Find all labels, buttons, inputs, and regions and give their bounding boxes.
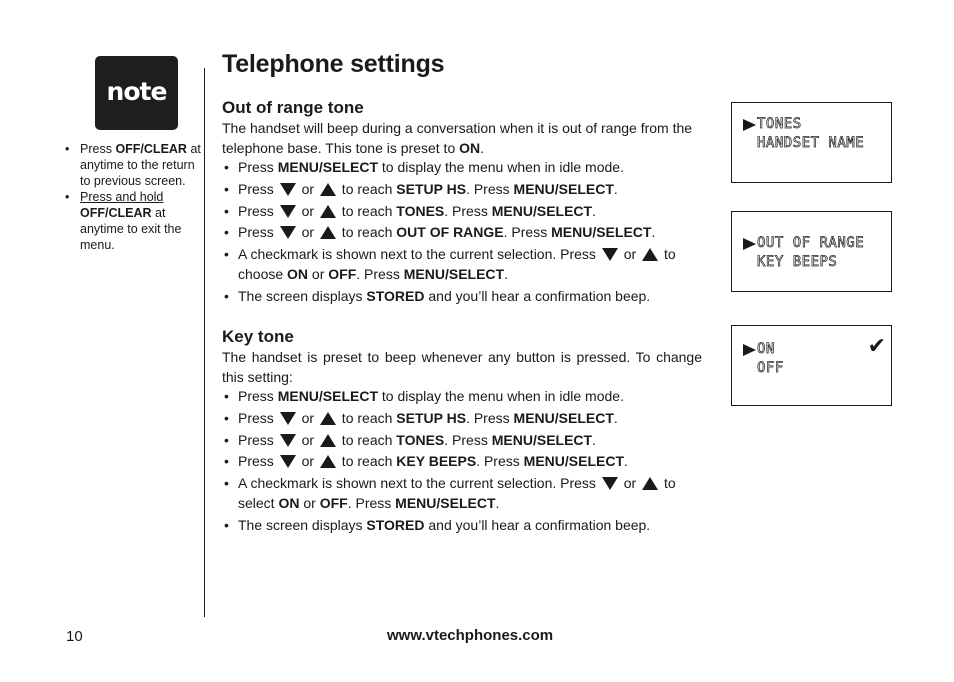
instruction-item: • Press or to reach TONES. Press MENU/SELECT. <box>222 202 702 222</box>
arrow-down-icon <box>280 412 296 425</box>
lcd-screen-on-off <box>731 325 892 406</box>
key-term: ON <box>278 494 300 511</box>
website-url: www.vtechphones.com <box>387 627 554 644</box>
key-term: SETUP HS <box>396 409 467 426</box>
arrow-down-icon <box>280 205 296 218</box>
key-term: TONES <box>396 431 445 448</box>
lcd-screen-tones <box>731 102 892 183</box>
page-title: Telephone settings <box>222 50 445 78</box>
key-term: MENU/SELECT <box>513 409 614 426</box>
side-notes <box>62 141 202 253</box>
instruction-item: • Press or to reach OUT OF RANGE. Press MENU/SELECT. <box>222 223 702 243</box>
lcd-line: OFF <box>757 360 784 376</box>
key-term: ON <box>287 265 309 282</box>
instruction-list <box>222 158 702 307</box>
key-term: MENU/SELECT <box>513 180 614 197</box>
section-heading: Key tone <box>222 327 294 346</box>
instruction-item: • A checkmark is shown next to the current selection. Press or to select ON or OFF. Press MENU/SELECT. <box>222 474 702 514</box>
instruction-item: • Press or to reach TONES. Press MENU/SELECT. <box>222 431 702 451</box>
arrow-up-icon <box>320 434 336 447</box>
arrow-down-icon <box>280 183 296 196</box>
key-term: STORED <box>366 516 425 533</box>
lcd-line: KEY BEEPS <box>757 254 838 270</box>
instruction-item: • Press or to reach SETUP HS. Press MENU/SELECT. <box>222 180 702 200</box>
section-key-tone <box>222 327 702 536</box>
arrow-up-icon <box>320 412 336 425</box>
key-term: TONES <box>396 202 445 219</box>
lcd-line: ON <box>757 341 775 357</box>
selection-cursor-icon <box>743 238 756 250</box>
page-number: 10 <box>66 628 83 645</box>
key-term: MENU/SELECT <box>523 453 624 470</box>
side-note-item: • Press OFF/CLEAR at anytime to the return to previous screen. <box>62 141 202 189</box>
key-term: SETUP HS <box>396 180 467 197</box>
instruction-item: • Press MENU/SELECT to display the menu when in idle mode. <box>222 158 702 178</box>
arrow-down-icon <box>602 477 618 490</box>
key-term: OUT OF RANGE <box>396 224 504 241</box>
arrow-down-icon <box>280 434 296 447</box>
key-term: OFF <box>319 494 348 511</box>
arrow-up-icon <box>320 205 336 218</box>
key-term: ON <box>459 140 481 156</box>
arrow-up-icon <box>642 248 658 261</box>
arrow-up-icon <box>320 183 336 196</box>
arrow-down-icon <box>280 226 296 239</box>
lcd-line: HANDSET NAME <box>757 135 865 151</box>
selection-cursor-icon <box>743 344 756 356</box>
key-term: MENU/SELECT <box>277 159 379 175</box>
arrow-up-icon <box>320 455 336 468</box>
lcd-line: TONES <box>757 116 802 132</box>
note-badge <box>95 56 178 130</box>
key-term: MENU/SELECT <box>277 388 379 404</box>
instruction-list <box>222 387 702 536</box>
instruction-item: • Press or to reach SETUP HS. Press MENU/SELECT. <box>222 409 702 429</box>
note-badge-label: note <box>106 76 167 106</box>
arrow-up-icon <box>320 226 336 239</box>
key-term: MENU/SELECT <box>403 265 505 282</box>
lcd-screen-out-of-range <box>731 211 892 292</box>
section-heading: Out of range tone <box>222 98 364 117</box>
key-term: STORED <box>366 287 425 304</box>
key-term: OFF <box>328 265 357 282</box>
section-intro: The handset will beep during a conversation when it is out of range from the telephone base. This tone is preset to ON. <box>222 120 693 156</box>
arrow-down-icon <box>602 248 618 261</box>
instruction-item: • Press or to reach KEY BEEPS. Press MENU/SELECT. <box>222 452 702 472</box>
section-out-of-range-tone <box>222 98 702 307</box>
selection-cursor-icon <box>743 119 756 131</box>
key-term: MENU/SELECT <box>395 494 496 511</box>
key-term: KEY BEEPS <box>396 453 477 470</box>
side-note-item: • Press and hold OFF/CLEAR at anytime to exit the menu. <box>62 189 202 253</box>
instruction-item: • Press MENU/SELECT to display the menu when in idle mode. <box>222 387 702 407</box>
key-term: MENU/SELECT <box>551 224 652 241</box>
key-term: MENU/SELECT <box>491 202 593 219</box>
arrow-up-icon <box>642 477 658 490</box>
instruction-item: • The screen displays STORED and you’ll hear a confirmation beep. <box>222 287 702 307</box>
section-intro: The handset is preset to beep whenever any button is pressed. To change this setting: <box>222 349 702 385</box>
vertical-divider <box>204 68 205 617</box>
instruction-item: • A checkmark is shown next to the current selection. Press or to choose ON or OFF. Press MENU/SELECT. <box>222 245 702 285</box>
instruction-item: • The screen displays STORED and you’ll hear a confirmation beep. <box>222 516 702 536</box>
lcd-line: OUT OF RANGE <box>757 235 865 251</box>
key-term: MENU/SELECT <box>491 431 593 448</box>
checkmark-icon: ✔ <box>867 333 886 358</box>
arrow-down-icon <box>280 455 296 468</box>
